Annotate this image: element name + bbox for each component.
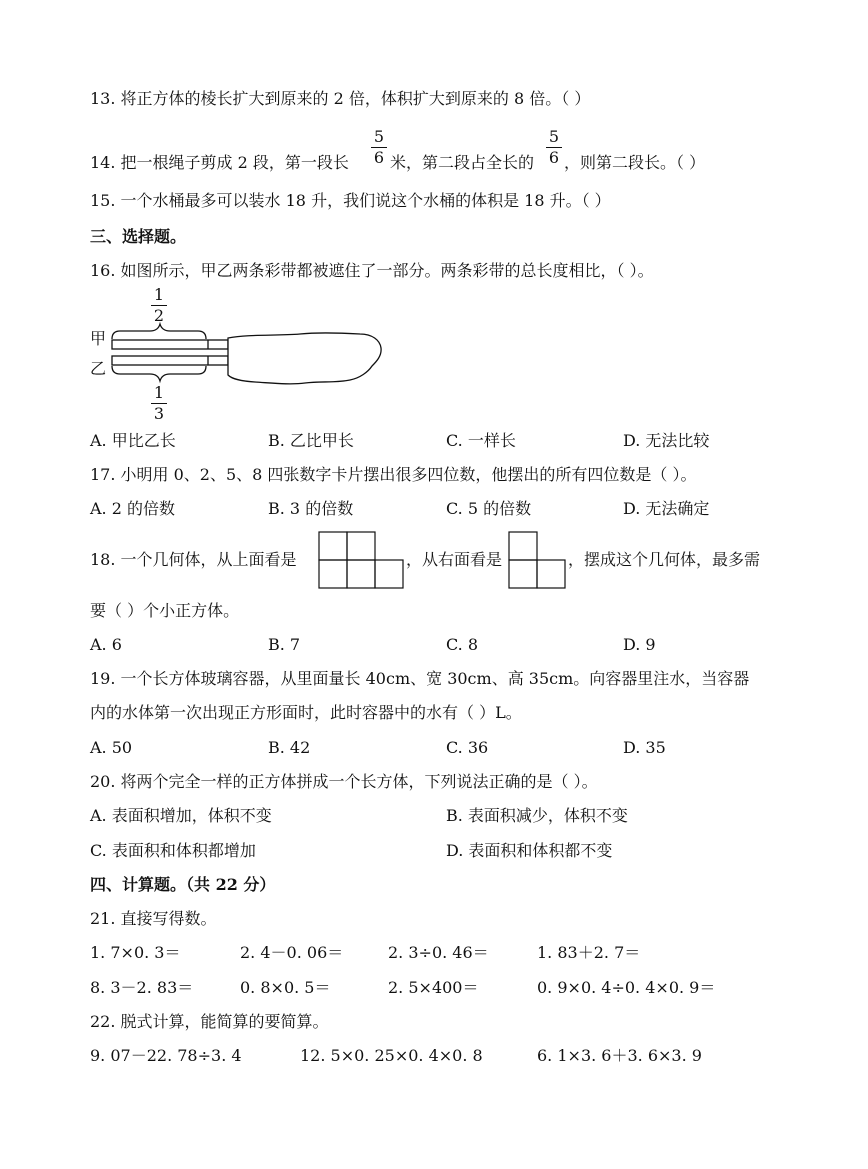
fraction-denominator: 6	[373, 148, 385, 167]
question-16: 16. 如图所示，甲乙两条彩带都被遮住了一部分。两条彩带的总长度相比，（ ）。	[90, 261, 654, 280]
fraction-numerator: 5	[373, 127, 385, 146]
q18-option-a[interactable]: A. 6	[90, 635, 122, 654]
q21-item: 2. 5×400＝	[388, 978, 479, 997]
question-18-part2: ，从右面看是	[406, 550, 503, 569]
q20-option-c[interactable]: C. 表面积和体积都增加	[90, 841, 256, 860]
q21-item: 2. 3÷0. 46＝	[388, 943, 489, 962]
top-view-figure	[318, 531, 404, 589]
q19-option-a[interactable]: A. 50	[90, 738, 133, 757]
fraction-numerator: 5	[548, 127, 560, 146]
q22-item: 9. 07－22. 78÷3. 4	[90, 1046, 242, 1065]
question-14-part3: ，则第二段长。（ ）	[564, 153, 706, 172]
q17-option-a[interactable]: A. 2 的倍数	[90, 499, 175, 518]
q18-option-d[interactable]: D. 9	[623, 635, 656, 654]
question-19-line2: 内的水体第一次出现正方形面时，此时容器中的水有（ ）L。	[90, 703, 522, 722]
q21-item: 2. 4－0. 06＝	[240, 943, 344, 962]
ribbon-jia	[112, 340, 228, 349]
question-19-line1: 19. 一个长方体玻璃容器，从里面量长 40cm、宽 30cm、高 35cm。向容器里注水，当容器	[90, 669, 750, 688]
question-18-line2: 要（ ）个小正方体。	[90, 601, 240, 620]
question-21: 21. 直接写得数。	[90, 909, 217, 928]
fraction-denominator: 2	[153, 306, 165, 325]
ribbon-label-jia: 甲	[90, 329, 107, 348]
section-4-title: 四、计算题。（共 22 分）	[90, 875, 276, 894]
section-3-title: 三、选择题。	[90, 227, 187, 246]
ribbon-label-yi: 乙	[90, 359, 107, 378]
q18-option-b[interactable]: B. 7	[268, 635, 301, 654]
q17-option-b[interactable]: B. 3 的倍数	[268, 499, 354, 518]
q22-item: 12. 5×0. 25×0. 4×0. 8	[300, 1046, 483, 1065]
q17-option-d[interactable]: D. 无法确定	[623, 499, 710, 518]
q16-option-a[interactable]: A. 甲比乙长	[90, 431, 176, 450]
q18-option-c[interactable]: C. 8	[446, 635, 479, 654]
right-view-figure	[508, 531, 566, 589]
bottom-brace	[112, 366, 206, 381]
question-18-part3: ，摆成这个几何体，最多需	[568, 550, 761, 569]
fraction-numerator: 1	[153, 383, 165, 402]
cloud-cover	[228, 333, 381, 384]
q19-option-b[interactable]: B. 42	[268, 738, 311, 757]
q20-option-a[interactable]: A. 表面积增加，体积不变	[90, 806, 272, 825]
question-18-part1: 18. 一个几何体，从上面看是	[90, 550, 297, 569]
q20-option-d[interactable]: D. 表面积和体积都不变	[446, 841, 613, 860]
q19-option-c[interactable]: C. 36	[446, 738, 489, 757]
q16-option-d[interactable]: D. 无法比较	[623, 431, 710, 450]
ribbon-figure	[0, 0, 868, 440]
top-brace	[112, 324, 206, 339]
q22-item: 6. 1×3. 6＋3. 6×3. 9	[537, 1046, 702, 1065]
q21-item: 1. 83＋2. 7＝	[537, 943, 641, 962]
fraction-denominator: 6	[548, 148, 560, 167]
question-15: 15. 一个水桶最多可以装水 18 升，我们说这个水桶的体积是 18 升。（ ）	[90, 191, 611, 210]
question-17: 17. 小明用 0、2、5、8 四张数字卡片摆出很多四位数，他摆出的所有四位数是（ ）。	[90, 465, 697, 484]
question-14-part2: 米，第二段占全长的	[390, 153, 535, 172]
q17-option-c[interactable]: C. 5 的倍数	[446, 499, 532, 518]
q16-option-c[interactable]: C. 一样长	[446, 431, 516, 450]
q21-item: 8. 3－2. 83＝	[90, 978, 194, 997]
q21-item: 0. 8×0. 5＝	[240, 978, 331, 997]
q21-item: 0. 9×0. 4÷0. 4×0. 9＝	[537, 978, 716, 997]
question-20: 20. 将两个完全一样的正方体拼成一个长方体，下列说法正确的是（ ）。	[90, 772, 598, 791]
question-14-part1: 14. 把一根绳子剪成 2 段，第一段长	[90, 153, 349, 172]
fraction-denominator: 3	[153, 404, 165, 423]
question-13: 13. 将正方体的棱长扩大到原来的 2 倍，体积扩大到原来的 8 倍。（ ）	[90, 89, 591, 108]
question-22: 22. 脱式计算，能简算的要简算。	[90, 1012, 329, 1031]
q16-option-b[interactable]: B. 乙比甲长	[268, 431, 354, 450]
ribbon-yi	[112, 356, 228, 365]
fraction-numerator: 1	[153, 285, 165, 304]
q20-option-b[interactable]: B. 表面积减少，体积不变	[446, 806, 628, 825]
q19-option-d[interactable]: D. 35	[623, 738, 666, 757]
q21-item: 1. 7×0. 3＝	[90, 943, 181, 962]
